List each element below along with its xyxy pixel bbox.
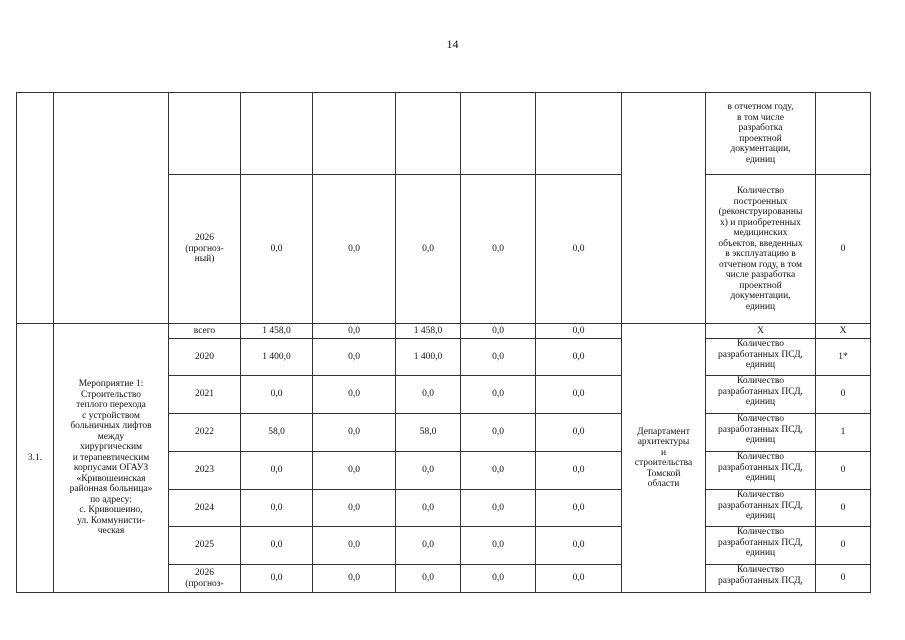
value-cell: 0,0 — [313, 452, 396, 490]
value-cell: 0,0 — [461, 490, 536, 527]
value-cell: 0,0 — [313, 175, 396, 324]
value-cell: 1 400,0 — [241, 339, 313, 376]
year-cell: 2026 (прогноз- — [169, 565, 241, 593]
indicator-cell: Количество разработанных ПСД, единиц — [706, 376, 816, 414]
page-number: 14 — [446, 37, 459, 51]
value-cell: 1 458,0 — [396, 324, 461, 339]
value-cell: 0,0 — [313, 376, 396, 414]
value-cell: 0,0 — [313, 414, 396, 452]
indicator-cell: Количество разработанных ПСД, единиц — [706, 452, 816, 490]
target-cell: 0 — [816, 527, 871, 565]
indicator-cell: в отчетном году, в том числе разработка проектной документации, единиц — [706, 93, 816, 175]
target-cell: 0 — [816, 452, 871, 490]
indicator-cell: Количество разработанных ПСД, единиц — [706, 414, 816, 452]
value-cell: 0,0 — [396, 527, 461, 565]
indicator-cell: Х — [706, 324, 816, 339]
empty-cell — [396, 93, 461, 175]
measure-name: Мероприятие 1: Строительство теплого перехода с устройством больничных лифтов между хирургическим и терапевтическим корпусами ОГАУЗ «Кривошеинская районная больница» по адресу: с. Кривошеино, ул. Коммунисти- ческая — [54, 324, 169, 593]
value-cell: 0,0 — [536, 339, 622, 376]
target-cell: Х — [816, 324, 871, 339]
value-cell: 0,0 — [396, 376, 461, 414]
empty-cell — [54, 93, 169, 324]
year-cell: 2021 — [169, 376, 241, 414]
target-cell: 0 — [816, 175, 871, 324]
year-cell: 2026 (прогноз- ный) — [169, 175, 241, 324]
year-cell: 2022 — [169, 414, 241, 452]
program-table — [16, 92, 871, 593]
target-cell: 1 — [816, 414, 871, 452]
value-cell: 0,0 — [536, 527, 622, 565]
value-cell: 0,0 — [396, 565, 461, 593]
value-cell: 0,0 — [241, 565, 313, 593]
target-cell: 0 — [816, 376, 871, 414]
table-row — [17, 93, 871, 175]
value-cell: 0,0 — [461, 527, 536, 565]
value-cell: 0,0 — [241, 452, 313, 490]
value-cell: 0,0 — [536, 376, 622, 414]
indicator-cell: Количество разработанных ПСД, единиц — [706, 490, 816, 527]
year-cell: 2020 — [169, 339, 241, 376]
value-cell: 58,0 — [396, 414, 461, 452]
indicator-cell: Количество разработанных ПСД, — [706, 565, 816, 593]
value-cell: 1 458,0 — [241, 324, 313, 339]
year-cell: 2024 — [169, 490, 241, 527]
value-cell: 0,0 — [461, 452, 536, 490]
value-cell: 0,0 — [536, 324, 622, 339]
value-cell: 0,0 — [536, 452, 622, 490]
measure-number: 3.1. — [17, 324, 54, 593]
value-cell: 0,0 — [313, 490, 396, 527]
value-cell: 0,0 — [536, 414, 622, 452]
value-cell: 0,0 — [241, 175, 313, 324]
value-cell: 0,0 — [461, 175, 536, 324]
value-cell: 58,0 — [241, 414, 313, 452]
table-row — [17, 324, 871, 339]
year-cell: всего — [169, 324, 241, 339]
value-cell: 0,0 — [536, 175, 622, 324]
year-cell: 2025 — [169, 527, 241, 565]
value-cell: 0,0 — [313, 339, 396, 376]
target-cell: 1* — [816, 339, 871, 376]
value-cell: 0,0 — [461, 339, 536, 376]
value-cell: 0,0 — [313, 324, 396, 339]
value-cell: 0,0 — [313, 565, 396, 593]
target-cell: 0 — [816, 565, 871, 593]
value-cell: 0,0 — [461, 414, 536, 452]
empty-cell — [536, 93, 622, 175]
empty-cell — [17, 93, 54, 324]
value-cell: 0,0 — [241, 376, 313, 414]
target-cell: 0 — [816, 490, 871, 527]
value-cell: 0,0 — [396, 452, 461, 490]
value-cell: 0,0 — [536, 565, 622, 593]
empty-cell — [241, 93, 313, 175]
value-cell: 0,0 — [396, 175, 461, 324]
empty-cell — [461, 93, 536, 175]
executor-cell: Департамент архитектуры и строительства Томской области — [622, 324, 706, 593]
year-cell: 2023 — [169, 452, 241, 490]
empty-cell — [169, 93, 241, 175]
empty-cell — [816, 93, 871, 175]
value-cell: 0,0 — [241, 527, 313, 565]
value-cell: 0,0 — [536, 490, 622, 527]
empty-cell — [622, 93, 706, 324]
value-cell: 0,0 — [396, 490, 461, 527]
empty-cell — [313, 93, 396, 175]
indicator-cell: Количество разработанных ПСД, единиц — [706, 339, 816, 376]
value-cell: 0,0 — [241, 490, 313, 527]
value-cell: 0,0 — [461, 376, 536, 414]
value-cell: 0,0 — [313, 527, 396, 565]
value-cell: 0,0 — [461, 324, 536, 339]
indicator-cell: Количество построенных (реконструированны х) и приобретенных медицинских объектов, введенных в эксплуатацию в отчетном году, в том числе разработка проектной документации, единиц — [706, 175, 816, 324]
value-cell: 1 400,0 — [396, 339, 461, 376]
indicator-cell: Количество разработанных ПСД, единиц — [706, 527, 816, 565]
value-cell: 0,0 — [461, 565, 536, 593]
